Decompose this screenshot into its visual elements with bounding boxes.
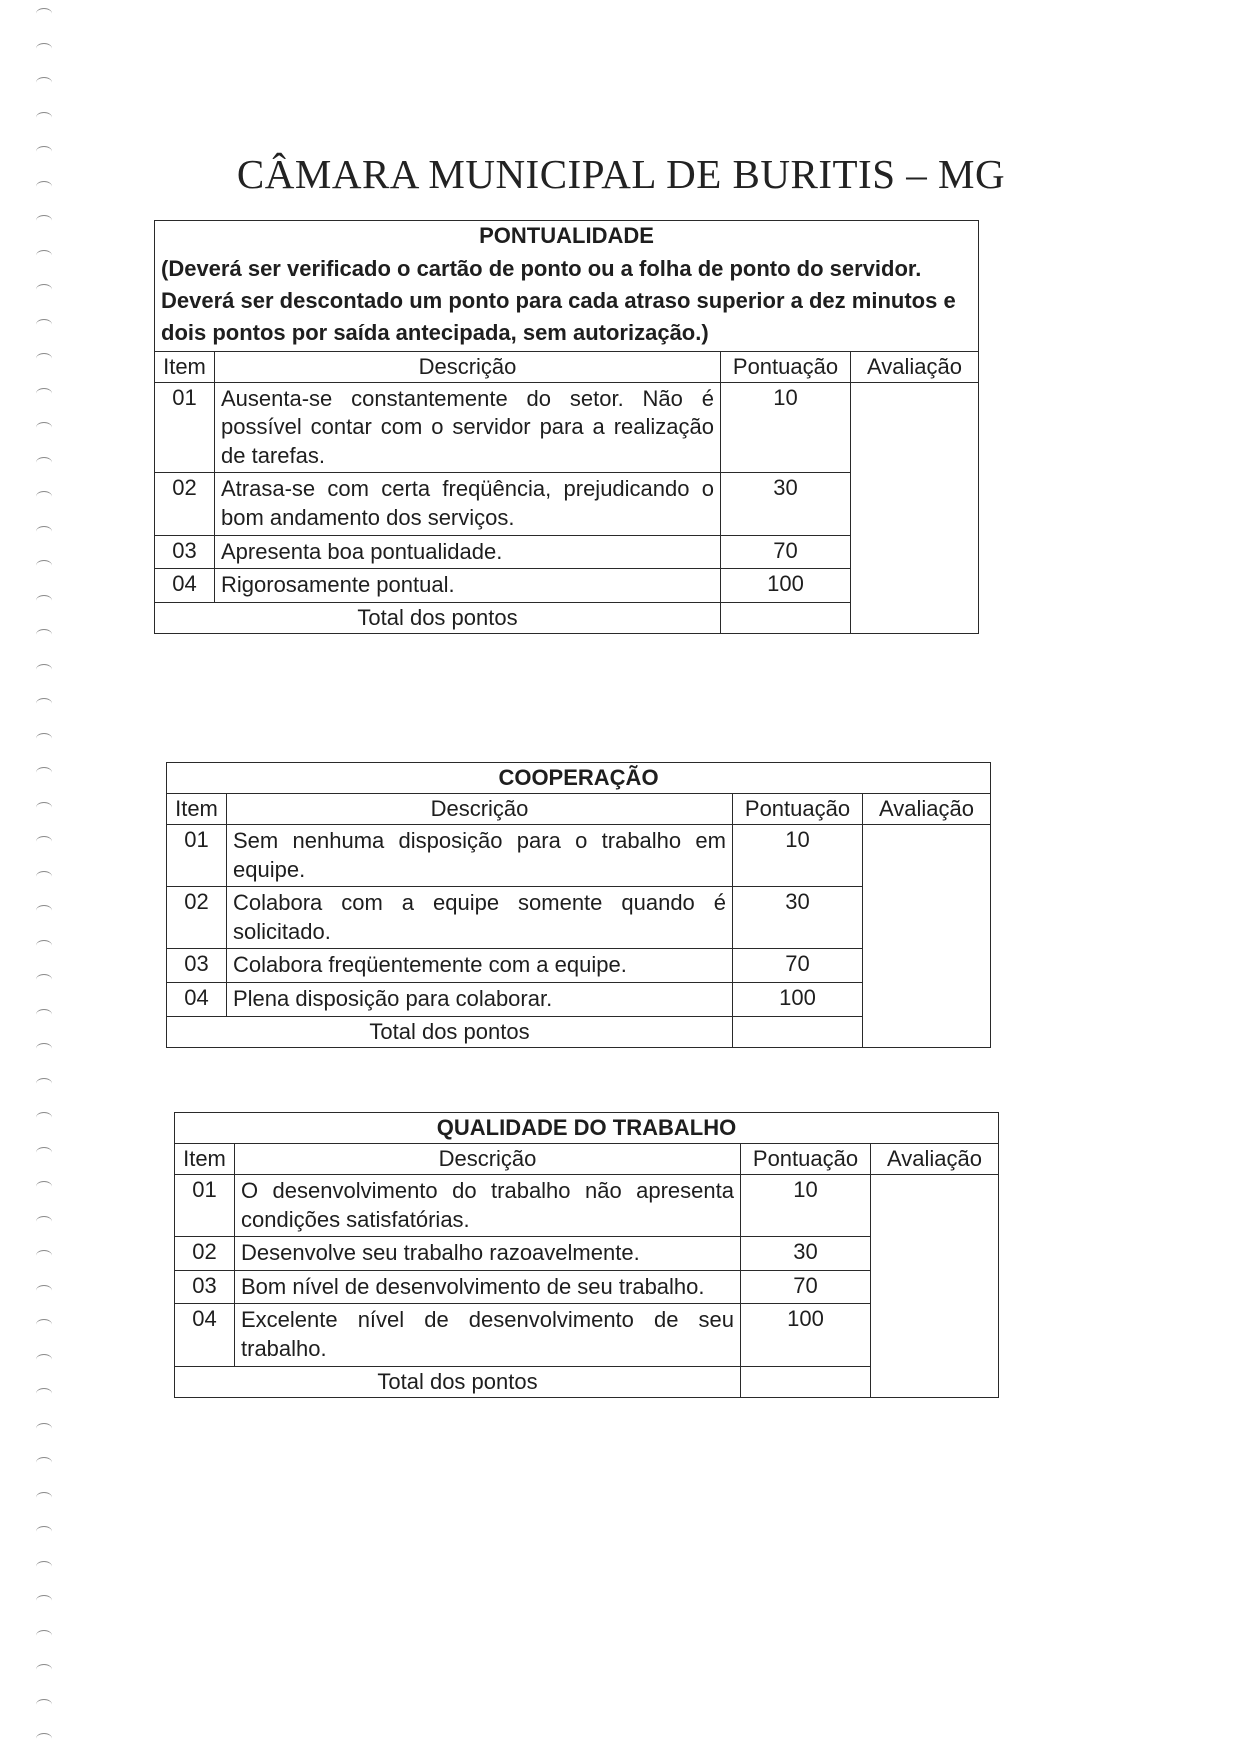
item-description: Plena disposição para colaborar. [227,982,733,1016]
binder-hole [36,422,52,433]
item-points: 10 [733,825,863,887]
binder-hole [36,8,52,19]
item-number: 04 [175,1304,235,1366]
binder-hole [36,77,52,88]
column-header-pontuacao: Pontuação [721,351,851,382]
column-header-descricao: Descrição [235,1144,741,1175]
binder-hole [36,1250,52,1261]
item-description: Rigorosamente pontual. [215,569,721,603]
item-points: 70 [741,1270,871,1304]
total-points-cell[interactable] [721,602,851,633]
note-line: (Deverá ser verificado o cartão de ponto ou a folha de ponto do servidor. [161,256,922,281]
column-header-item: Item [155,351,215,382]
binder-hole [36,1630,52,1641]
binder-holes [30,0,70,1754]
binder-hole [36,664,52,675]
column-header-item: Item [167,794,227,825]
binder-hole [36,1354,52,1365]
section-table-cooperacao [166,762,991,1048]
binder-hole [36,698,52,709]
item-description: Ausenta-se constantemente do setor. Não é possível contar com o servidor para a realização de tarefas. [215,382,721,473]
table-row [167,825,991,887]
binder-hole [36,595,52,606]
item-points: 10 [721,382,851,473]
total-label: Total dos pontos [175,1366,741,1397]
evaluation-cell[interactable] [871,1175,999,1398]
item-description: Colabora com a equipe somente quando é solicitado. [227,887,733,949]
binder-hole [36,1216,52,1227]
item-description: O desenvolvimento do trabalho não apresenta condições satisfatórias. [235,1175,741,1237]
binder-hole [36,871,52,882]
table-row [175,1175,999,1237]
item-number: 03 [155,535,215,569]
binder-hole [36,250,52,261]
item-number: 01 [175,1175,235,1237]
section-table-qualidade-do-trabalho [174,1112,999,1398]
binder-hole [36,1181,52,1192]
binder-hole [36,974,52,985]
binder-hole [36,43,52,54]
item-points: 30 [741,1237,871,1271]
binder-hole [36,733,52,744]
binder-hole [36,802,52,813]
note-line: Deverá ser descontado um ponto para cada atraso superior a dez minutos e dois pontos por saída antecipada, sem autorização.) [161,287,956,345]
item-points: 30 [733,887,863,949]
binder-hole [36,940,52,951]
binder-hole [36,1078,52,1089]
item-number: 04 [167,982,227,1016]
binder-hole [36,526,52,537]
column-header-pontuacao: Pontuação [741,1144,871,1175]
binder-hole [36,1388,52,1399]
binder-hole [36,1699,52,1710]
item-description: Colabora freqüentemente com a equipe. [227,949,733,983]
binder-hole [36,1112,52,1123]
item-points: 70 [733,949,863,983]
binder-hole [36,353,52,364]
binder-hole [36,1423,52,1434]
binder-hole [36,388,52,399]
item-number: 03 [175,1270,235,1304]
item-description: Bom nível de desenvolvimento de seu trabalho. [235,1270,741,1304]
binder-hole [36,905,52,916]
binder-hole [36,1595,52,1606]
total-label: Total dos pontos [167,1016,733,1047]
binder-hole [36,767,52,778]
column-header-descricao: Descrição [227,794,733,825]
binder-hole [36,836,52,847]
binder-hole [36,215,52,226]
column-header-pontuacao: Pontuação [733,794,863,825]
column-header-avaliacao: Avaliação [863,794,991,825]
item-description: Atrasa-se com certa freqüência, prejudicando o bom andamento dos serviços. [215,473,721,535]
section-note [155,251,979,351]
table-row [155,382,979,473]
total-points-cell[interactable] [741,1366,871,1397]
item-points: 100 [741,1304,871,1366]
page-title: CÂMARA MUNICIPAL DE BURITIS – MG [236,151,1006,197]
binder-hole [36,1733,52,1744]
binder-hole [36,1561,52,1572]
total-points-cell[interactable] [733,1016,863,1047]
column-header-avaliacao: Avaliação [851,351,979,382]
binder-hole [36,1664,52,1675]
binder-hole [36,1526,52,1537]
item-number: 04 [155,569,215,603]
item-number: 01 [155,382,215,473]
binder-hole [36,112,52,123]
item-description: Sem nenhuma disposição para o trabalho em equipe. [227,825,733,887]
item-number: 02 [155,473,215,535]
item-points: 100 [733,982,863,1016]
binder-hole [36,284,52,295]
column-header-descricao: Descrição [215,351,721,382]
column-header-avaliacao: Avaliação [871,1144,999,1175]
item-points: 10 [741,1175,871,1237]
item-number: 02 [167,887,227,949]
section-title: PONTUALIDADE [155,221,979,252]
item-points: 30 [721,473,851,535]
binder-hole [36,491,52,502]
total-label: Total dos pontos [155,602,721,633]
section-title: QUALIDADE DO TRABALHO [175,1113,999,1144]
item-number: 02 [175,1237,235,1271]
binder-hole [36,629,52,640]
section-table-pontualidade [154,220,979,634]
evaluation-cell[interactable] [851,382,979,633]
binder-hole [36,457,52,468]
item-description: Desenvolve seu trabalho razoavelmente. [235,1237,741,1271]
binder-hole [36,1147,52,1158]
item-description: Excelente nível de desenvolvimento de seu trabalho. [235,1304,741,1366]
column-header-item: Item [175,1144,235,1175]
binder-hole [36,1457,52,1468]
evaluation-cell[interactable] [863,825,991,1048]
section-title: COOPERAÇÃO [167,763,991,794]
binder-hole [36,1319,52,1330]
binder-hole [36,560,52,571]
item-points: 70 [721,535,851,569]
binder-hole [36,1492,52,1503]
item-description: Apresenta boa pontualidade. [215,535,721,569]
item-number: 01 [167,825,227,887]
binder-hole [36,1285,52,1296]
binder-hole [36,1009,52,1020]
item-number: 03 [167,949,227,983]
item-points: 100 [721,569,851,603]
binder-hole [36,319,52,330]
binder-hole [36,1043,52,1054]
